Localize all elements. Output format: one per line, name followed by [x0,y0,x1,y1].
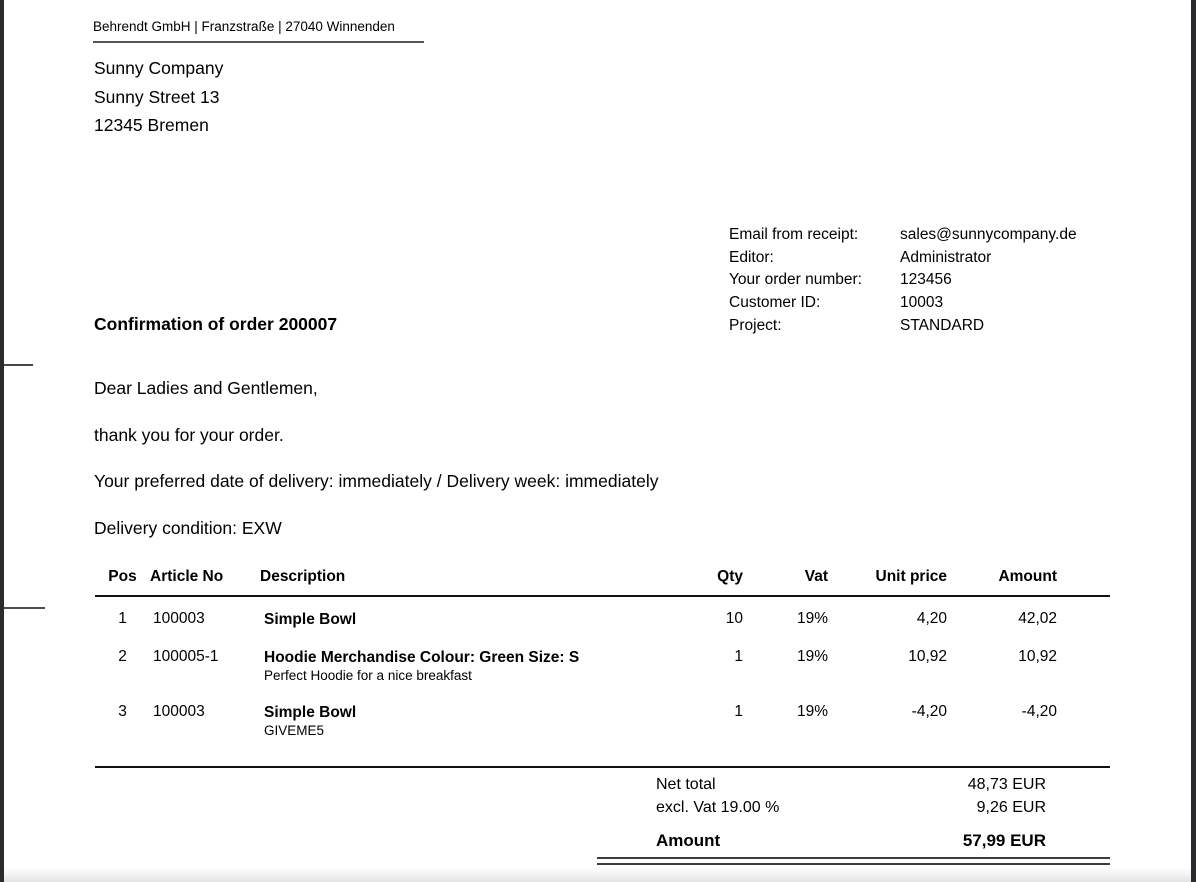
meta-value: STANDARD [900,316,985,334]
item-description-cell [260,596,640,635]
page-bottom-edge-shadow [4,867,1191,882]
meta-label: Editor: [729,248,774,266]
item-row-2 [95,635,1110,690]
vat-row [597,797,1110,820]
fold-mark-center [0,607,45,609]
item-spacer [1057,635,1110,690]
item-article-no: 100005-1 [153,648,219,665]
header-unit-price: Unit price [828,566,947,596]
header-qty: Qty [640,566,743,596]
recipient-address-block [94,54,223,140]
item-row-1 [95,596,1110,635]
left-page-edge [0,0,4,882]
items-table [95,566,1110,768]
item-unit-price: 10,92 [908,648,947,665]
item-amount: -4,20 [947,690,1057,767]
item-pos: 3 [95,690,150,767]
item-spacer [1057,690,1110,767]
meta-label: Your order number: [729,271,862,289]
item-description-cell [260,690,640,767]
item-pos: 2 [118,648,127,665]
item-unit-price: -4,20 [828,690,947,767]
header-article-no: Article No [150,566,260,596]
items-header-row [95,566,1110,596]
grand-total-value: 57,99 EUR [962,831,1046,850]
rule-line [597,857,1110,859]
net-total-row [597,774,1110,797]
right-page-edge [1191,0,1196,882]
grand-total-double-rule [597,857,1110,865]
thank-you-line: thank you for your order. [94,424,284,445]
item-vat: 19% [743,690,828,767]
fold-mark-top [0,364,33,366]
header-spacer [1057,566,1110,596]
item-description-cell [260,635,640,690]
delivery-info-line: Your preferred date of delivery: immediately / Delivery week: immediately [94,471,659,491]
item-article-no: 100003 [153,610,205,627]
header-amount: Amount [947,566,1057,596]
net-total-value: 48,73 EUR [967,776,1046,793]
meta-label: Customer ID: [729,294,821,312]
totals-block [597,774,1110,865]
item-note: GIVEME5 [264,723,325,738]
meta-row-editor [729,247,1077,270]
item-qty: 1 [640,690,743,767]
vat-label: excl. Vat 19.00 % [656,798,780,816]
item-qty: 10 [725,610,743,627]
salutation: Dear Ladies and Gentlemen, [94,378,318,398]
item-amount: 42,02 [1018,610,1057,627]
meta-row-customer-id [729,292,1077,315]
item-unit-price: 4,20 [916,610,947,627]
meta-row-order-number [729,269,1077,292]
meta-value: 123456 [900,271,952,289]
grand-total-label: Amount [656,831,721,850]
item-description: Hoodie Merchandise Colour: Green Size: S [264,649,580,666]
recipient-city: 12345 Bremen [94,115,209,136]
item-qty: 1 [734,648,743,665]
item-description: Simple Bowl [264,611,357,628]
item-amount: 10,92 [1018,648,1057,665]
item-article-no: 100003 [150,690,260,767]
header-vat: Vat [743,566,828,596]
meta-row-project [729,315,1077,338]
meta-value: 10003 [900,294,944,312]
item-note: Perfect Hoodie for a nice breakfast [264,668,472,683]
item-vat: 19% [796,610,828,627]
meta-label: Project: [729,316,782,334]
meta-value: sales@sunnycompany.de [900,226,1077,243]
meta-label: Email from receipt: [729,226,859,243]
meta-value: Administrator [900,248,992,266]
sender-address-line: Behrendt GmbH | Franzstraße | 27040 Winnenden [93,18,424,43]
document-title: Confirmation of order 200007 [94,314,338,334]
recipient-name: Sunny Company [94,58,224,78]
header-description: Description [260,566,640,596]
vat-value: 9,26 EUR [976,798,1046,816]
item-spacer [1057,596,1110,635]
rule-line [597,863,1110,865]
header-pos: Pos [95,566,150,596]
grand-total-row [597,830,1110,852]
letter-body [94,378,658,564]
item-vat: 19% [796,648,828,665]
item-pos: 1 [118,610,127,627]
meta-row-email [729,224,1077,247]
item-description: Simple Bowl [264,704,357,721]
recipient-street: Sunny Street 13 [94,86,220,107]
net-total-label: Net total [656,776,716,793]
item-row-3 [95,690,1110,767]
order-meta-block [729,224,1077,338]
delivery-condition-line: Delivery condition: EXW [94,517,282,538]
